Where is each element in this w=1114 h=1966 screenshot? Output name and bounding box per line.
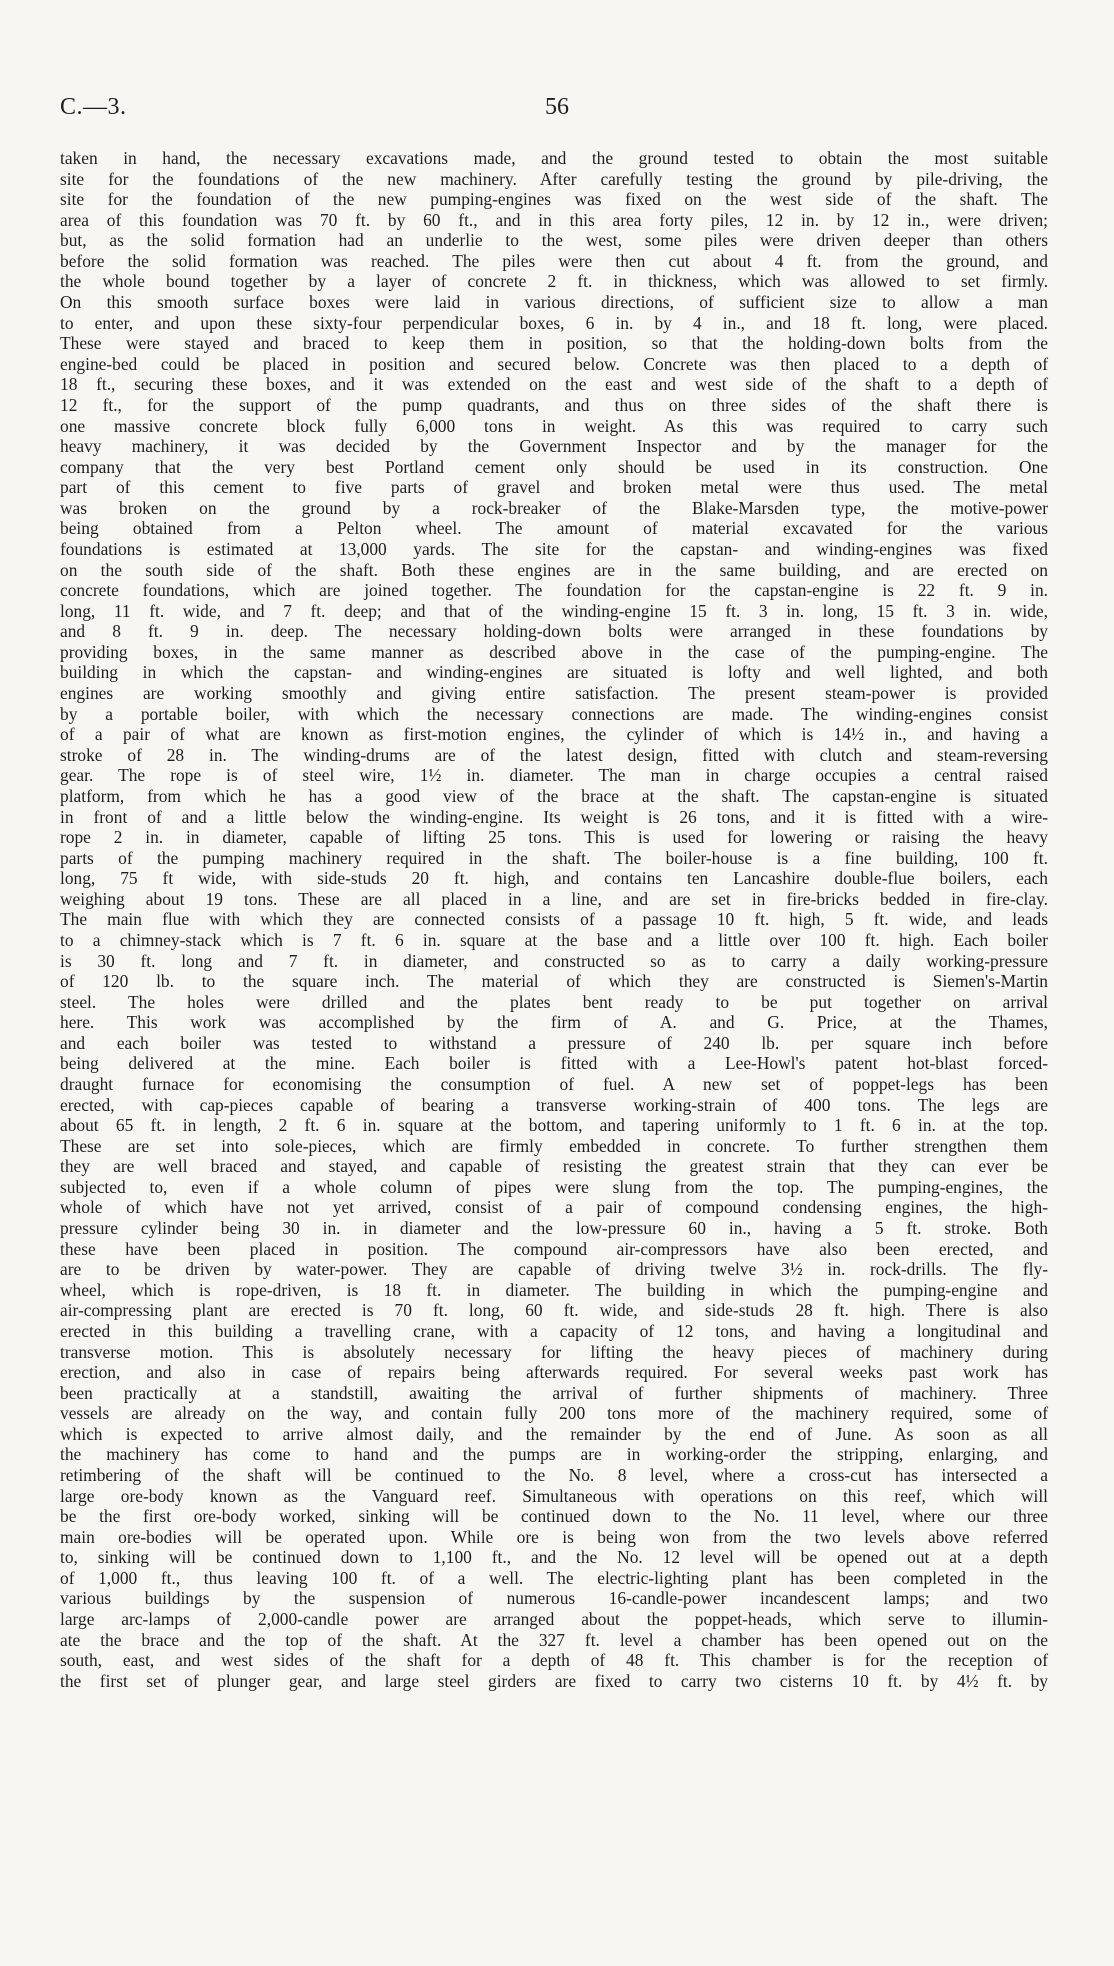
- text-line: platform, from which he has a good view of the brace at the shaft. The capstan-engine is situated: [60, 785, 1048, 806]
- text-line: main ore-bodies will be operated upon. While ore is being won from the two levels above referred: [60, 1526, 1048, 1547]
- text-line: gear. The rope is of steel wire, 1½ in. diameter. The man in charge occupies a central raised: [60, 765, 1048, 786]
- text-line: air-compressing plant are erected is 70 ft. long, 60 ft. wide, and side-studs 28 ft. high. There is also: [60, 1300, 1048, 1321]
- text-line: large arc-lamps of 2,000-candle power are arranged about the poppet-heads, which serve to illumin-: [60, 1609, 1048, 1630]
- text-line: These are set into sole-pieces, which are firmly embedded in concrete. To further strengthen them: [60, 1135, 1048, 1156]
- text-line: south, east, and west sides of the shaft for a depth of 48 ft. This chamber is for the reception of: [60, 1650, 1048, 1671]
- text-line: providing boxes, in the same manner as described above in the case of the pumping-engine. The: [60, 641, 1048, 662]
- text-line: whole of which have not yet arrived, consist of a pair of compound condensing engines, the high-: [60, 1197, 1048, 1218]
- text-line: site for the foundation of the new pumping-engines was fixed on the west side of the shaft. The: [60, 189, 1048, 210]
- text-line: the whole bound together by a layer of concrete 2 ft. in thickness, which was allowed to set firmly.: [60, 271, 1048, 292]
- text-line: These were stayed and braced to keep them in position, so that the holding-down bolts from the: [60, 333, 1048, 354]
- text-line: be the first ore-body worked, sinking will be continued down to the No. 11 level, where our three: [60, 1506, 1048, 1527]
- text-line: are to be driven by water-power. They are capable of driving twelve 3½ in. rock-drills. The fly-: [60, 1259, 1048, 1280]
- text-line: company that the very best Portland cement only should be used in its construction. One: [60, 456, 1048, 477]
- text-line: but, as the solid formation had an underlie to the west, some piles were driven deeper than others: [60, 230, 1048, 251]
- text-line: steel. The holes were drilled and the plates bent ready to be put together on arrival: [60, 991, 1048, 1012]
- text-line: to, sinking will be continued down to 1,100 ft., and the No. 12 level will be opened out at a depth: [60, 1547, 1048, 1568]
- text-line: engine-bed could be placed in position and secured below. Concrete was then placed to a depth of: [60, 353, 1048, 374]
- text-line: to enter, and upon these sixty-four perpendicular boxes, 6 in. by 4 in., and 18 ft. long, were placed.: [60, 312, 1048, 333]
- text-line: engines are working smoothly and giving entire satisfaction. The present steam-power is provided: [60, 683, 1048, 704]
- text-line: long, 11 ft. wide, and 7 ft. deep; and that of the winding-engine 15 ft. 3 in. long, 15 ft. 3 in. wide,: [60, 600, 1048, 621]
- text-line: and 8 ft. 9 in. deep. The necessary holding-down bolts were arranged in these foundations by: [60, 621, 1048, 642]
- text-line: the first set of plunger gear, and large steel girders are fixed to carry two cisterns 10 ft. by 4½ ft. by: [60, 1670, 1048, 1691]
- text-line: on the south side of the shaft. Both these engines are in the same building, and are erected on: [60, 559, 1048, 580]
- text-line: retimbering of the shaft will be continued to the No. 8 level, where a cross-cut has intersected a: [60, 1465, 1048, 1485]
- text-line: wheel, which is rope-driven, is 18 ft. in diameter. The building in which the pumping-engine and: [60, 1279, 1048, 1300]
- text-line: the machinery has come to hand and the pumps are in working-order the stripping, enlarging, and: [60, 1444, 1048, 1465]
- text-line: erected, with cap-pieces capable of bearing a transverse working-strain of 400 tons. The legs are: [60, 1094, 1048, 1115]
- text-line: of 120 lb. to the square inch. The material of which they are constructed is Siemen's-Martin: [60, 971, 1048, 992]
- page-number: 56: [545, 94, 569, 120]
- text-line: here. This work was accomplished by the firm of A. and G. Price, at the Thames,: [60, 1012, 1048, 1033]
- text-line: site for the foundations of the new machinery. After carefully testing the ground by pile-driving, the: [60, 168, 1048, 189]
- text-line: of a pair of what are known as first-motion engines, the cylinder of which is 14½ in., and having a: [60, 724, 1048, 745]
- text-line: long, 75 ft wide, with side-studs 20 ft. high, and contains ten Lancashire double-flue boilers, each: [60, 868, 1048, 889]
- text-line: pressure cylinder being 30 in. in diameter and the low-pressure 60 in., having a 5 ft. stroke. Both: [60, 1218, 1048, 1239]
- text-line: is 30 ft. long and 7 ft. in diameter, and constructed so as to carry a daily working-pressure: [60, 950, 1048, 971]
- text-line: by a portable boiler, with which the necessary connections are made. The winding-engines consist: [60, 703, 1048, 724]
- text-line: parts of the pumping machinery required in the shaft. The boiler-house is a fine building, 100 ft.: [60, 847, 1048, 868]
- text-line: 18 ft., securing these boxes, and it was extended on the east and west side of the shaft to a depth of: [60, 374, 1048, 395]
- text-line: On this smooth surface boxes were laid in various directions, of sufficient size to allow a man: [60, 292, 1048, 313]
- text-line: taken in hand, the necessary excavations made, and the ground tested to obtain the most suitable: [60, 148, 1048, 168]
- text-line: been practically at a standstill, awaiting the arrival of further shipments of machinery. Three: [60, 1382, 1048, 1403]
- text-line: about 65 ft. in length, 2 ft. 6 in. square at the bottom, and tapering uniformly to 1 ft. 6 in. at the top.: [60, 1115, 1048, 1136]
- text-line: being obtained from a Pelton wheel. The amount of material excavated for the various: [60, 518, 1048, 539]
- text-line: to a chimney-stack which is 7 ft. 6 in. square at the base and a little over 100 ft. high. Each boiler: [60, 929, 1048, 950]
- text-line: was broken on the ground by a rock-breaker of the Blake-Marsden type, the motive-power: [60, 497, 1048, 518]
- text-line: vessels are already on the way, and contain fully 200 tons more of the machinery required, some of: [60, 1403, 1048, 1424]
- text-line: weighing about 19 tons. These are all placed in a line, and are set in fire-bricks bedded in fire-clay.: [60, 888, 1048, 909]
- text-line: rope 2 in. in diameter, capable of lifting 25 tons. This is used for lowering or raising the heavy: [60, 827, 1048, 848]
- text-line: building in which the capstan- and winding-engines are situated is lofty and well lighted, and both: [60, 662, 1048, 683]
- document-reference: C.—3.: [60, 94, 127, 120]
- text-line: The main flue with which they are connected consists of a passage 10 ft. high, 5 ft. wide, and leads: [60, 909, 1048, 930]
- text-line: erected in this building a travelling crane, with a capacity of 12 tons, and having a longitudinal and: [60, 1320, 1048, 1341]
- text-line: large ore-body known as the Vanguard reef. Simultaneous with operations on this reef, which will: [60, 1485, 1048, 1506]
- text-line: draught furnace for economising the consumption of fuel. A new set of poppet-legs has been: [60, 1074, 1048, 1095]
- text-line: area of this foundation was 70 ft. by 60 ft., and in this area forty piles, 12 in. by 12 in., were driven;: [60, 209, 1048, 230]
- text-line: in front of and a little below the winding-engine. Its weight is 26 tons, and it is fitted with a wire-: [60, 806, 1048, 827]
- text-line: heavy machinery, it was decided by the Government Inspector and by the manager for the: [60, 436, 1048, 457]
- text-line: before the solid formation was reached. The piles were then cut about 4 ft. from the ground, and: [60, 250, 1048, 271]
- text-line: being delivered at the mine. Each boiler is fitted with a Lee-Howl's patent hot-blast forced-: [60, 1053, 1048, 1074]
- text-line: of 1,000 ft., thus leaving 100 ft. of a well. The electric-lighting plant has been completed in the: [60, 1567, 1048, 1588]
- body-paragraph: [60, 148, 1048, 1691]
- text-line: transverse motion. This is absolutely necessary for lifting the heavy pieces of machinery during: [60, 1341, 1048, 1362]
- text-line: and each boiler was tested to withstand a pressure of 240 lb. per square inch before: [60, 1032, 1048, 1053]
- text-line: part of this cement to five parts of gravel and broken metal were thus used. The metal: [60, 477, 1048, 498]
- text-line: these have been placed in position. The compound air-compressors have also been erected, and: [60, 1238, 1048, 1259]
- text-line: they are well braced and stayed, and capable of resisting the greatest strain that they can ever be: [60, 1156, 1048, 1177]
- text-line: stroke of 28 in. The winding-drums are of the latest design, fitted with clutch and steam-reversing: [60, 744, 1048, 765]
- text-line: which is expected to arrive almost daily, and the remainder by the end of June. As soon as all: [60, 1423, 1048, 1444]
- text-line: foundations is estimated at 13,000 yards. The site for the capstan- and winding-engines was fixed: [60, 538, 1048, 559]
- text-line: ate the brace and the top of the shaft. At the 327 ft. level a chamber has been opened out on the: [60, 1629, 1048, 1650]
- text-line: 12 ft., for the support of the pump quadrants, and thus on three sides of the shaft there is: [60, 394, 1048, 415]
- text-line: various buildings by the suspension of numerous 16-candle-power incandescent lamps; and two: [60, 1588, 1048, 1609]
- text-line: erection, and also in case of repairs being afterwards required. For several weeks past work has: [60, 1362, 1048, 1383]
- text-line: concrete foundations, which are joined together. The foundation for the capstan-engine is 22 ft. 9 in.: [60, 580, 1048, 601]
- text-line: subjected to, even if a whole column of pipes were slung from the top. The pumping-engines, the: [60, 1176, 1048, 1197]
- text-line: one massive concrete block fully 6,000 tons in weight. As this was required to carry such: [60, 415, 1048, 436]
